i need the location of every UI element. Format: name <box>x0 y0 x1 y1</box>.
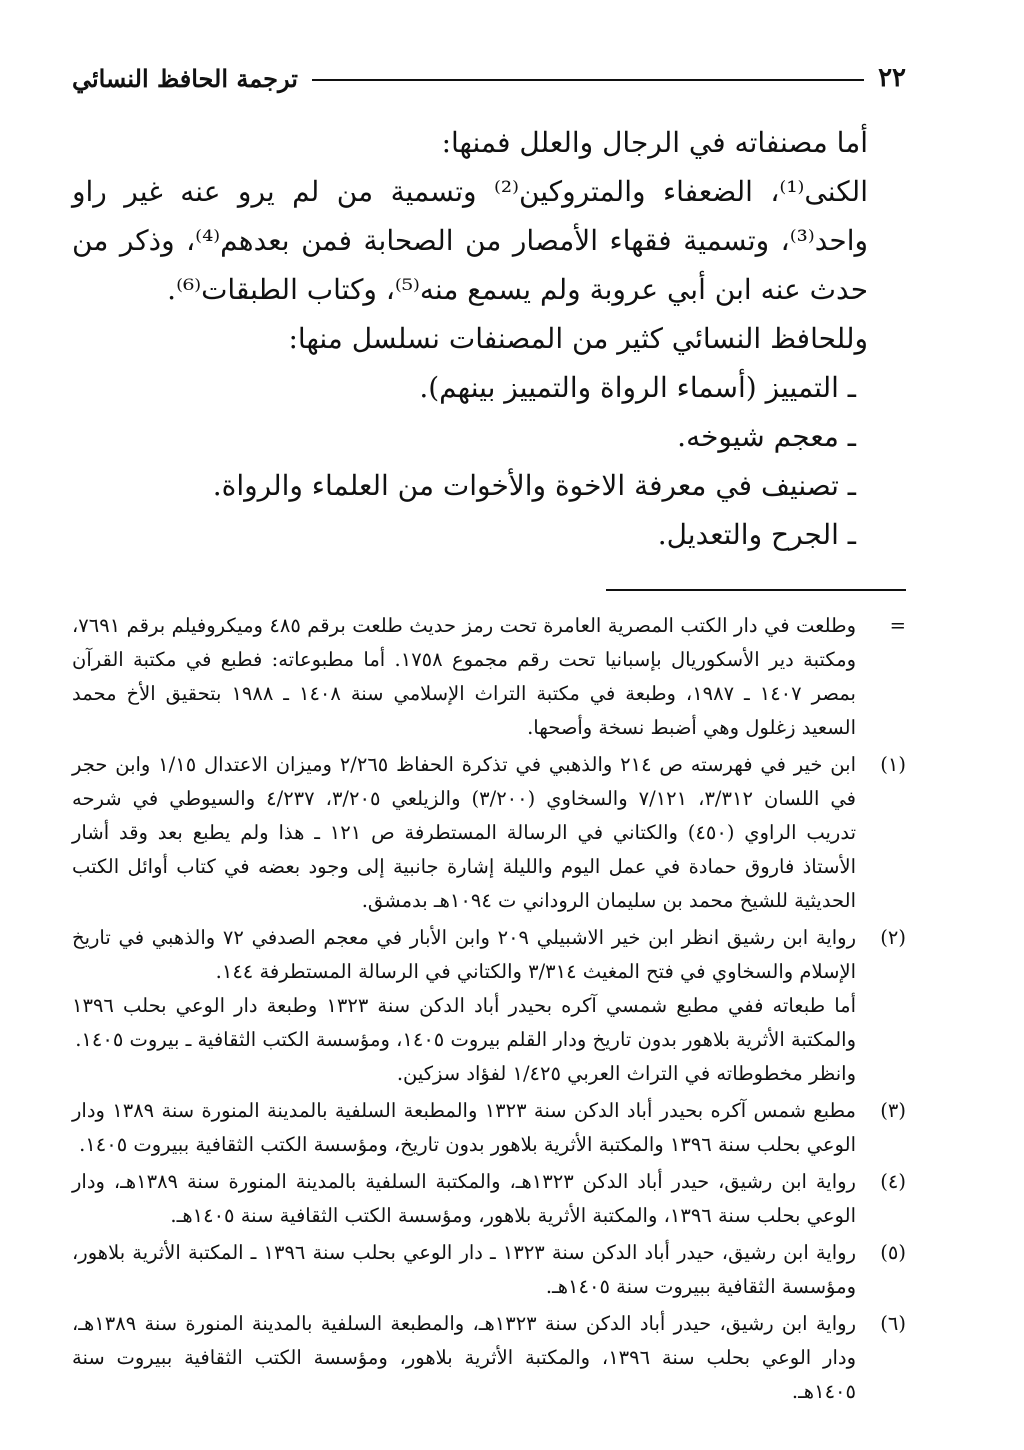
footnote-marker: (٦) <box>880 1312 906 1335</box>
works-list <box>72 363 906 559</box>
footnote-marker: (١) <box>880 753 906 776</box>
footnote-5 <box>72 1236 906 1304</box>
footnote-text: رواية ابن رشيق، حيدر أباد الدكن سنة ١٣٢٣ ـ دار الوعي بحلب سنة ١٣٩٦ ـ المكتبة الأثرية بلاهور، ومؤسسة الثقافية ببيروت سنة ١٤٠٥هـ. <box>72 1241 857 1298</box>
footnote-text: مطبع شمس آكره بحيدر أباد الدكن سنة ١٣٢٣ والمطبعة السلفية بالمدينة المنورة سنة ١٣٨٩ ودار الوعي بحلب سنة ١٣٩٦ والمكتبة الأثرية بلاهور بدون تاريخ، ومؤسسة الكتب الثقافية ببيروت ١٤٠٥. <box>72 1099 857 1156</box>
footnote-text: ابن خير في فهرسته ص ٢١٤ والذهبي في تذكرة الحفاظ ٢/٢٦٥ وميزان الاعتدال ١/١٥ وابن حجر في اللسان ٣/٣١٢، ٧/١٢١ والسخاوي (٣/٢٠٠) والزيلعي ٣/٢٠٥، ٤/٢٣٧ والسيوطي في شرحه تدريب الراوي (٤٥٠) والكتاني في الرسالة المستطرفة ص ١٢١ ـ هذا ولم يطبع بعد وقد أشار الأستاذ فاروق حمادة في عمل اليوم والليلة إشارة جانبية إلى وجود بعضه في كتاب أوائل الكتب الحديثية للشيخ محمد بن سليمان الروداني ت ١٠٩٤هـ بدمشق. <box>72 753 857 912</box>
footnote-marker: (٥) <box>880 1241 906 1264</box>
footnote-text: رواية ابن رشيق انظر ابن خير الاشبيلي ٢٠٩ وابن الأبار في معجم الصدفي ٧٢ والذهبي في تاريخ الإسلام والسخاوي في فتح المغيث ٣/٣١٤ والكتاني في الرسالة المستطرفة ١٤٤. <box>72 926 856 983</box>
footnote-marker: (٤) <box>880 1170 906 1193</box>
footnote-body <box>72 748 856 918</box>
footnote-text: رواية ابن رشيق، حيدر أباد الدكن ١٣٢٣هـ، والمكتبة السلفية بالمدينة المنورة سنة ١٣٨٩هـ، ودار الوعي بحلب سنة ١٣٩٦، والمكتبة الأثرية بلاهور، ومؤسسة الكتب الثقافية سنة ١٤٠٥هـ. <box>72 1170 856 1227</box>
page-number: ٢٢ <box>878 63 906 93</box>
footnote-6 <box>72 1307 906 1409</box>
footnote-marker: = <box>889 614 906 637</box>
footnote-text: أما طبعاته ففي مطبع شمسي آكره بحيدر أباد الدكن سنة ١٣٢٣ وطبعة دار الوعي بحلب ١٣٩٦ والمكتبة الأثرية بلاهور بدون تاريخ ودار القلم بيروت ١٤٠٥، ومؤسسة الكتب الثقافية ـ بيروت ١٤٠٥. <box>72 994 856 1051</box>
footnote-body <box>72 609 856 745</box>
footnote-body <box>72 1094 856 1162</box>
footnote-4 <box>72 1165 906 1233</box>
book-title: ترجمة الحافظ النسائي <box>72 63 298 93</box>
footnote-body <box>72 921 856 1091</box>
footnote-body <box>72 1236 856 1304</box>
list-item: ـ تصنيف في معرفة الاخوة والأخوات من العلماء والرواة. <box>212 469 856 502</box>
footnote-text: وطلعت في دار الكتب المصرية العامرة تحت رمز حديث طلعت برقم ٤٨٥ وميكروفيلم برقم ٧٦٩١، ومكتبة دير الأسكوريال بإسبانيا تحت رقم مجموع ١٧٥٨. أما مطبوعاته: فطبع في مكتبة القرآن بمصر ١٤٠٧ ـ ١٩٨٧، وطبعة في مكتبة التراث الإسلامي سنة ١٤٠٨ ـ ١٩٨٨ بتحقيق الأخ محمد السعيد زغلول وهي أضبط نسخة وأصحها. <box>72 614 856 739</box>
footnotes <box>72 609 906 1409</box>
footnote-text: رواية ابن رشيق، حيدر أباد الدكن سنة ١٣٢٣هـ، والمطبعة السلفية بالمدينة المنورة سنة ١٣٨٩هـ، ودار الوعي بحلب سنة ١٣٩٦، والمكتبة الأثرية بلاهور، ومؤسسة الكتب الثقافية ببيروت سنة ١٤٠٥هـ. <box>72 1312 856 1403</box>
footnote-3 <box>72 1094 906 1162</box>
footnote-body <box>72 1307 856 1409</box>
footnote-text: وانظر مخطوطاته في التراث العربي ١/٤٢٥ لفؤاد سزكين. <box>396 1062 856 1085</box>
footnote-body <box>72 1165 856 1233</box>
main-text <box>72 118 906 559</box>
footnote-2 <box>72 921 906 1091</box>
list-item: ـ معجم شيوخه. <box>677 420 856 453</box>
list-item: ـ التمييز (أسماء الرواة والتمييز بينهم). <box>419 371 856 404</box>
footnote-marker: (٢) <box>880 926 906 949</box>
intro-line: أما مصنفاته في الرجال والعلل فمنها: <box>441 126 868 159</box>
works-paragraph: الكنى⁽¹⁾، الضعفاء والمتروكين⁽²⁾ وتسمية من لم يرو عنه غير راو واحد⁽³⁾، وتسمية فقهاء الأمصار من الصحابة فمن بعدهم⁽⁴⁾، وذكر من حدث عنه ابن أبي عروبة ولم يسمع منه⁽⁵⁾، وكتاب الطبقات⁽⁶⁾. <box>72 175 868 306</box>
footnote-marker: (٣) <box>880 1099 906 1122</box>
footnote-1 <box>72 748 906 918</box>
list-item: ـ الجرح والتعديل. <box>657 518 856 551</box>
running-head <box>72 58 906 98</box>
more-works-intro: وللحافظ النسائي كثير من المصنفات نسلسل منها: <box>288 322 868 355</box>
footnote-continued <box>72 609 906 745</box>
header-rule <box>312 79 864 81</box>
footnote-separator <box>606 589 906 591</box>
